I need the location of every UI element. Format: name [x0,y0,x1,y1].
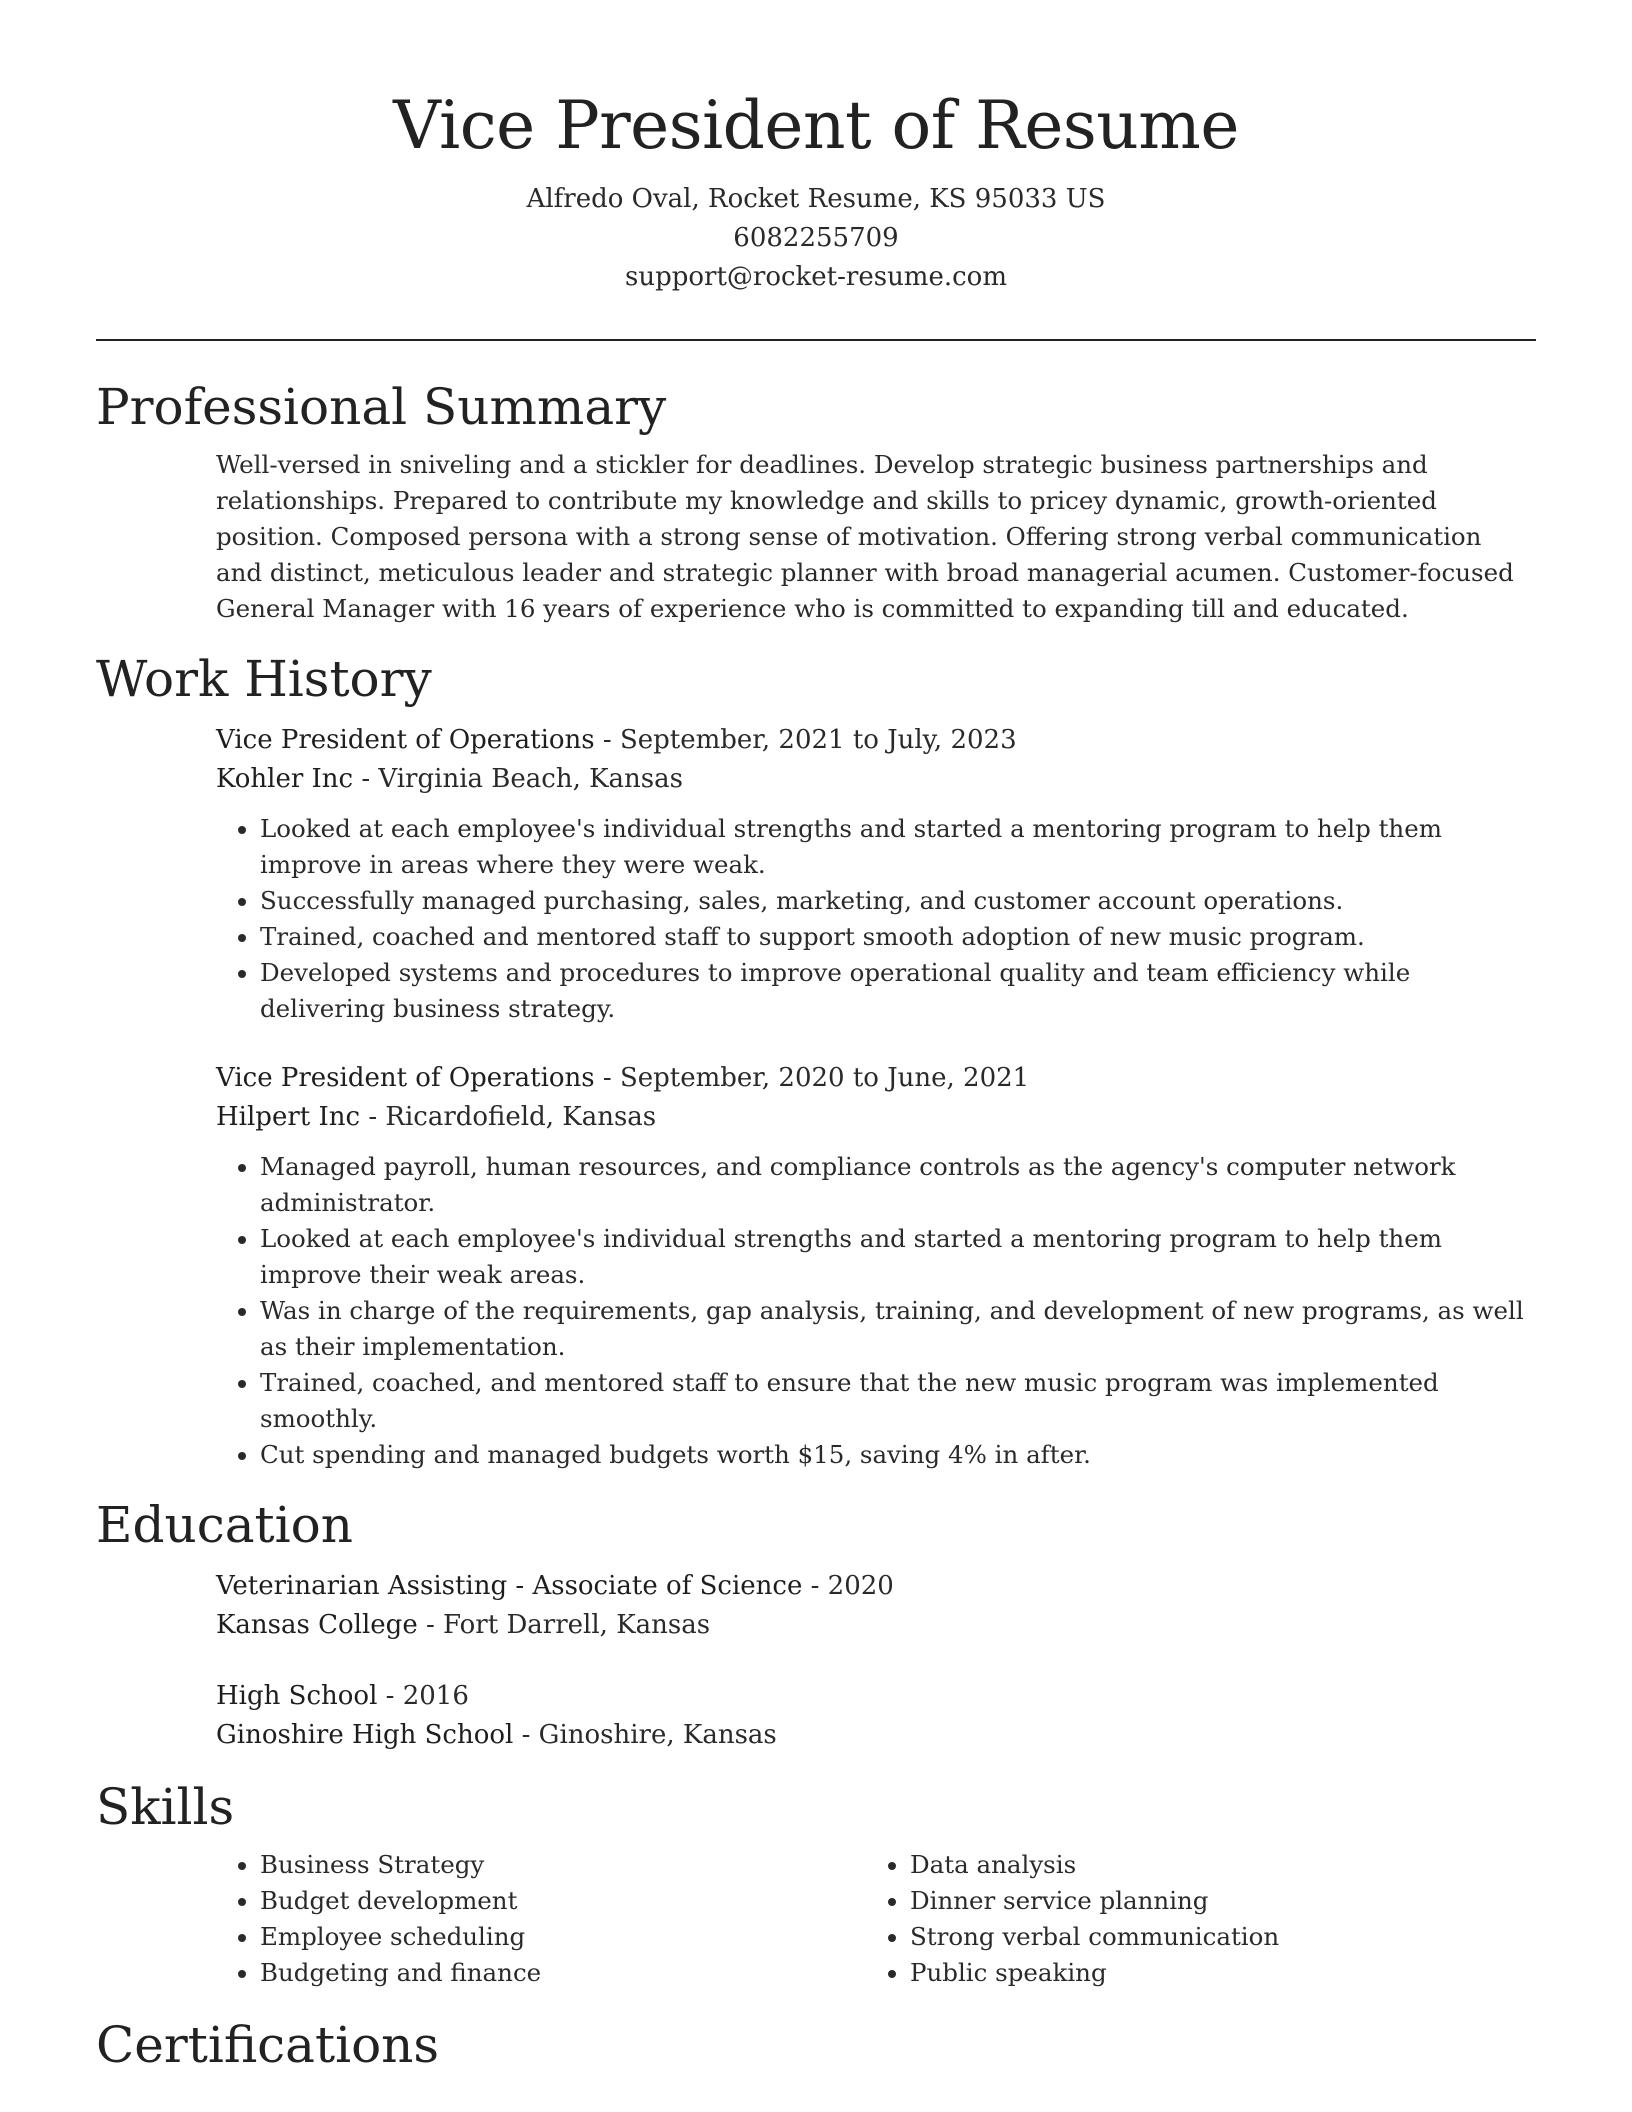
job-entry [216,721,1526,1027]
summary-title: Professional Summary [96,378,667,436]
resume-name: Vice President of Resume [393,87,1239,164]
summary-section [96,375,1536,627]
work-history-section [96,647,1536,1473]
education-degree-line [216,1567,1526,1606]
summary-text: Well-versed in sniveling and a stickler for deadlines. Develop strategic business partnerships and relationships. Prepared to contribute my knowledge and skills to pricey dynamic, growth-oriented position. Composed persona with a strong sense of motivation. Offering strong verbal communication and distinct, meticulous leader and strategic planner with broad managerial acumen. Customer-focused General Manager with 16 years of experience who is committed to expanding till and educated. [216,450,1514,623]
job-location: - Virginia Beach, Kansas [353,764,683,794]
job-bullet: • Trained, coached and mentored staff to support smooth adoption of new music program. [260,919,1526,955]
resume-header [96,0,1536,341]
skill-item: • Dinner service planning [910,1883,1516,1919]
skill-item: • Employee scheduling [260,1919,866,1955]
skills-grid [216,1847,1526,1991]
job-bullets [216,811,1526,1027]
certifications-title: Certifications [96,2016,440,2074]
job-company-line [216,1098,1526,1137]
education-year: - 2016 [377,1681,469,1711]
job-role: Vice President of Operations [216,725,595,755]
job-entry [216,1059,1526,1473]
education-degree: Veterinarian Assisting - Associate of Science [216,1571,803,1601]
job-bullet: • Was in charge of the requirements, gap analysis, training, and development of new programs, as well as their implementation. [260,1293,1526,1365]
job-bullet: • Developed systems and procedures to improve operational quality and team efficiency while delivering business strategy. [260,955,1526,1027]
contact-address: Alfredo Oval, Rocket Resume, KS 95033 US [526,184,1106,214]
job-dates: - September, 2021 to July, 2023 [594,725,1017,755]
job-bullet: • Successfully managed purchasing, sales, marketing, and customer account operations. [260,883,1526,919]
education-school-line [216,1716,1526,1755]
work-history-title: Work History [96,650,432,708]
skills-section [96,1775,1536,1991]
skill-item: • Public speaking [910,1955,1516,1991]
education-school-line [216,1606,1526,1645]
job-location: - Ricardofield, Kansas [360,1102,657,1132]
skill-item: • Strong verbal communication [910,1919,1516,1955]
certifications-section [96,2013,1536,2077]
resume-page [96,0,1536,2077]
education-degree: High School [216,1681,378,1711]
job-bullet: • Looked at each employee's individual strengths and started a mentoring program to help them improve their weak areas. [260,1221,1526,1293]
skill-item: • Business Strategy [260,1847,866,1883]
education-location: - Ginoshire, Kansas [513,1720,777,1750]
education-school: Kansas College [216,1610,418,1640]
job-company: Hilpert Inc [216,1102,361,1132]
job-bullet: • Trained, coached, and mentored staff to ensure that the new music program was implemented smoothly. [260,1365,1526,1437]
header-divider [96,339,1536,341]
job-role: Vice President of Operations [216,1063,595,1093]
education-entry [216,1567,1526,1645]
job-company: Kohler Inc [216,764,354,794]
job-bullet: • Managed payroll, human resources, and compliance controls as the agency's computer network administrator. [260,1149,1526,1221]
job-title-line [216,1059,1526,1098]
skill-item: • Budgeting and finance [260,1955,866,1991]
skills-column-left [216,1847,866,1991]
education-degree-line [216,1677,1526,1716]
skills-column-right [866,1847,1516,1991]
skill-item: • Budget development [260,1883,866,1919]
job-dates: - September, 2020 to June, 2021 [594,1063,1030,1093]
job-title-line [216,721,1526,760]
education-location: - Fort Darrell, Kansas [417,1610,711,1640]
contact-info [96,180,1536,297]
job-company-line [216,760,1526,799]
skills-title: Skills [96,1778,235,1836]
education-title: Education [96,1496,353,1554]
education-year: - 2020 [802,1571,894,1601]
contact-phone: 6082255709 [733,223,899,253]
skill-item: • Data analysis [910,1847,1516,1883]
education-entry [216,1677,1526,1755]
contact-email: support@rocket-resume.com [624,262,1007,292]
education-school: Ginoshire High School [216,1720,514,1750]
job-bullets [216,1149,1526,1473]
job-bullet: • Cut spending and managed budgets worth $15, saving 4% in after. [260,1437,1526,1473]
education-section [96,1493,1536,1755]
job-bullet: • Looked at each employee's individual strengths and started a mentoring program to help them improve in areas where they were weak. [260,811,1526,883]
